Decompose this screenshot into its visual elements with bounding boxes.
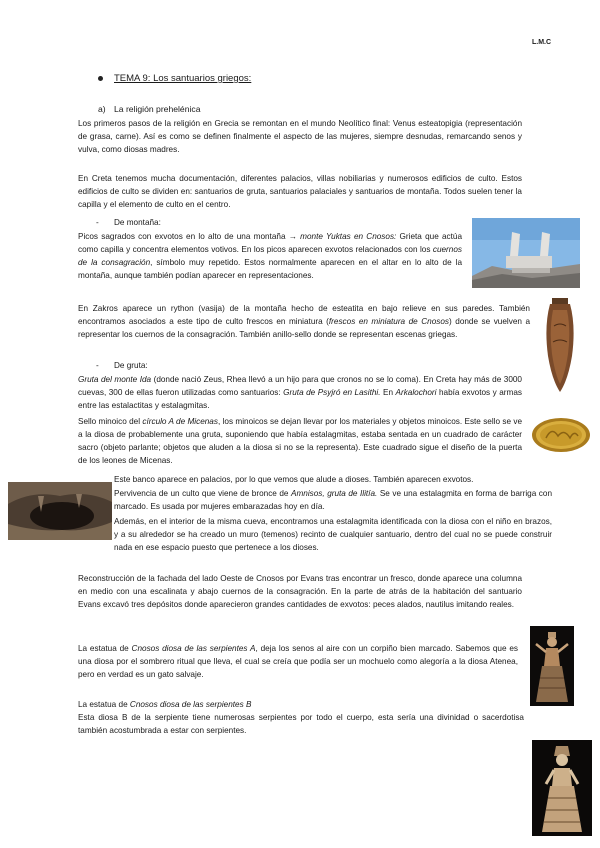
subheading-gruta: De gruta:: [114, 361, 148, 370]
paragraph-diosa-a: La estatua de Cnosos diosa de las serpientes A, deja los senos al aire con un corpiño bien marcado. Sabemos que es una diosa por el sombrero ritual que lleva, el cual se creía que podía ser un mochuelo como alegoría a la diosa Atenea, pero en verdad es un gato salvaje.: [78, 644, 518, 680]
paragraph-banco: Este banco aparece en palacios, por lo que vemos que alude a dioses. También aparecen exvotos.: [114, 475, 474, 484]
snake-goddess-b-photo: [532, 740, 592, 836]
paragraph-sello: Sello minoico del círculo A de Micenas, los minoicos se dejan llevar por los materiales y objetos minoicos. Este sello se ve a la diosa de probablemente una gruta, suponiendo que había estalagmitas, estaba sentada en un cuadrado de carácter sacro (objeto parlante; objetos que aluden a la diosa si no se la representa). Este cuadrado sigue el diseño de la puerta de los leones de Micenas.: [78, 417, 523, 466]
paragraph-estalagmita: Además, en el interior de la misma cueva, encontramos una estalagmita identificada con la diosa con el niño en brazos, y a su alrededor se ha creado un muro (temenos) recinto de cualquier santuario, dentro del cual no se puede construir nada en ese espacio puesto que pertenece a los dioses.: [114, 517, 552, 553]
author-initials: L.M.C: [532, 39, 552, 46]
cave-photo: [8, 482, 112, 540]
paragraph-venus: Los primeros pasos de la religión en Grecia se remontan en el mundo Neolítico final: Venus esteatopigia (representación de grasa, carne). Así es como se definen finalmente el aspecto de las mujeres, siempre desnudas, remarcando senos y vulva, como diosas madres.: [78, 119, 522, 155]
paragraph-diosa-b-heading: La estatua de Cnosos diosa de las serpientes B: [78, 700, 252, 709]
dash-marker-2: -: [96, 361, 99, 370]
dash-marker: -: [96, 218, 99, 227]
paragraph-amnisos: Pervivencia de un culto que viene de bronce de Amnisos, gruta de Ilitía. Se ve una estalagmita en forma de barriga con marcado. Es usada por mujeres embarazadas hoy en día.: [114, 489, 552, 512]
paragraph-zakros: En Zakros aparece un rython (vasija) de la montaña hecho de esteatita en bajo relieve en sus paredes. También encontramos asociados a este tipo de culto frescos en miniatura (frescos en miniatura de Cnosos) donde se vuelven a representar los cuernos de la consagración. También anillo-sello donde se representan escenas griegas.: [78, 304, 530, 340]
subheading-montana: De montaña:: [114, 218, 161, 227]
section-a-heading: La religión prehelénica: [114, 104, 201, 114]
gold-ring-photo: [530, 416, 592, 454]
paragraph-montana: Picos sagrados con exvotos en lo alto de una montaña → monte Yuktas en Cnosos: Grieta que actúa como capilla y concentra elementos votivos. En los picos aparecen exvotos relacionados con los cuernos de la consagración, símbolo muy repetido. Estos normalmente aparecen en el altar en lo alto de la montaña, aunque también podían aparecer en representaciones.: [78, 232, 463, 281]
paragraph-gruta-ida: Gruta del monte Ida (donde nació Zeus, Rhea llevó a un hijo para que cronos no se lo coma). En Creta hay más de 3000 cuevas, 300 de ellas fueron utilizadas como santuarios: Gruta de Psyjró en Lasithi. En Arkalochori había exvotos y armas entre las estalactitas y estalagmitas.: [78, 375, 522, 411]
paragraph-creta: En Creta tenemos mucha documentación, diferentes palacios, villas nobiliarias y numerosos edificios de culto. Estos edificios de culto se dividen en: santuarios de gruta, santuarios palaciales y santuarios de montaña. Todos suelen tener la capilla y el elemento de culto en el centro.: [78, 174, 522, 210]
rhyton-vase-photo: [542, 296, 578, 394]
paragraph-diosa-b: Esta diosa B de la serpiente tiene numerosas serpientes por todo el cuerpo, esta sería una divinidad o sacerdotisa también acostumbrada a estar con serpientes.: [78, 713, 524, 736]
page-title: TEMA 9: Los santuarios griegos:: [114, 73, 252, 84]
snake-goddess-a-photo: [530, 626, 574, 706]
section-a-marker: a): [98, 104, 106, 114]
paragraph-fachada: Reconstrucción de la fachada del lado Oeste de Cnosos por Evans tras encontrar un fresco, donde aparece una columna en medio con una escalinata y abajo cuernos de la consagración. En la parte de atrás de la habitación del santuario Evans excavó tres depósitos donde aparecieron grandes cantidades de exvotos: peces alados, nautilus imitando reales.: [78, 574, 522, 610]
bullet-icon: [98, 76, 103, 81]
mountain-horns-photo: [472, 218, 580, 288]
